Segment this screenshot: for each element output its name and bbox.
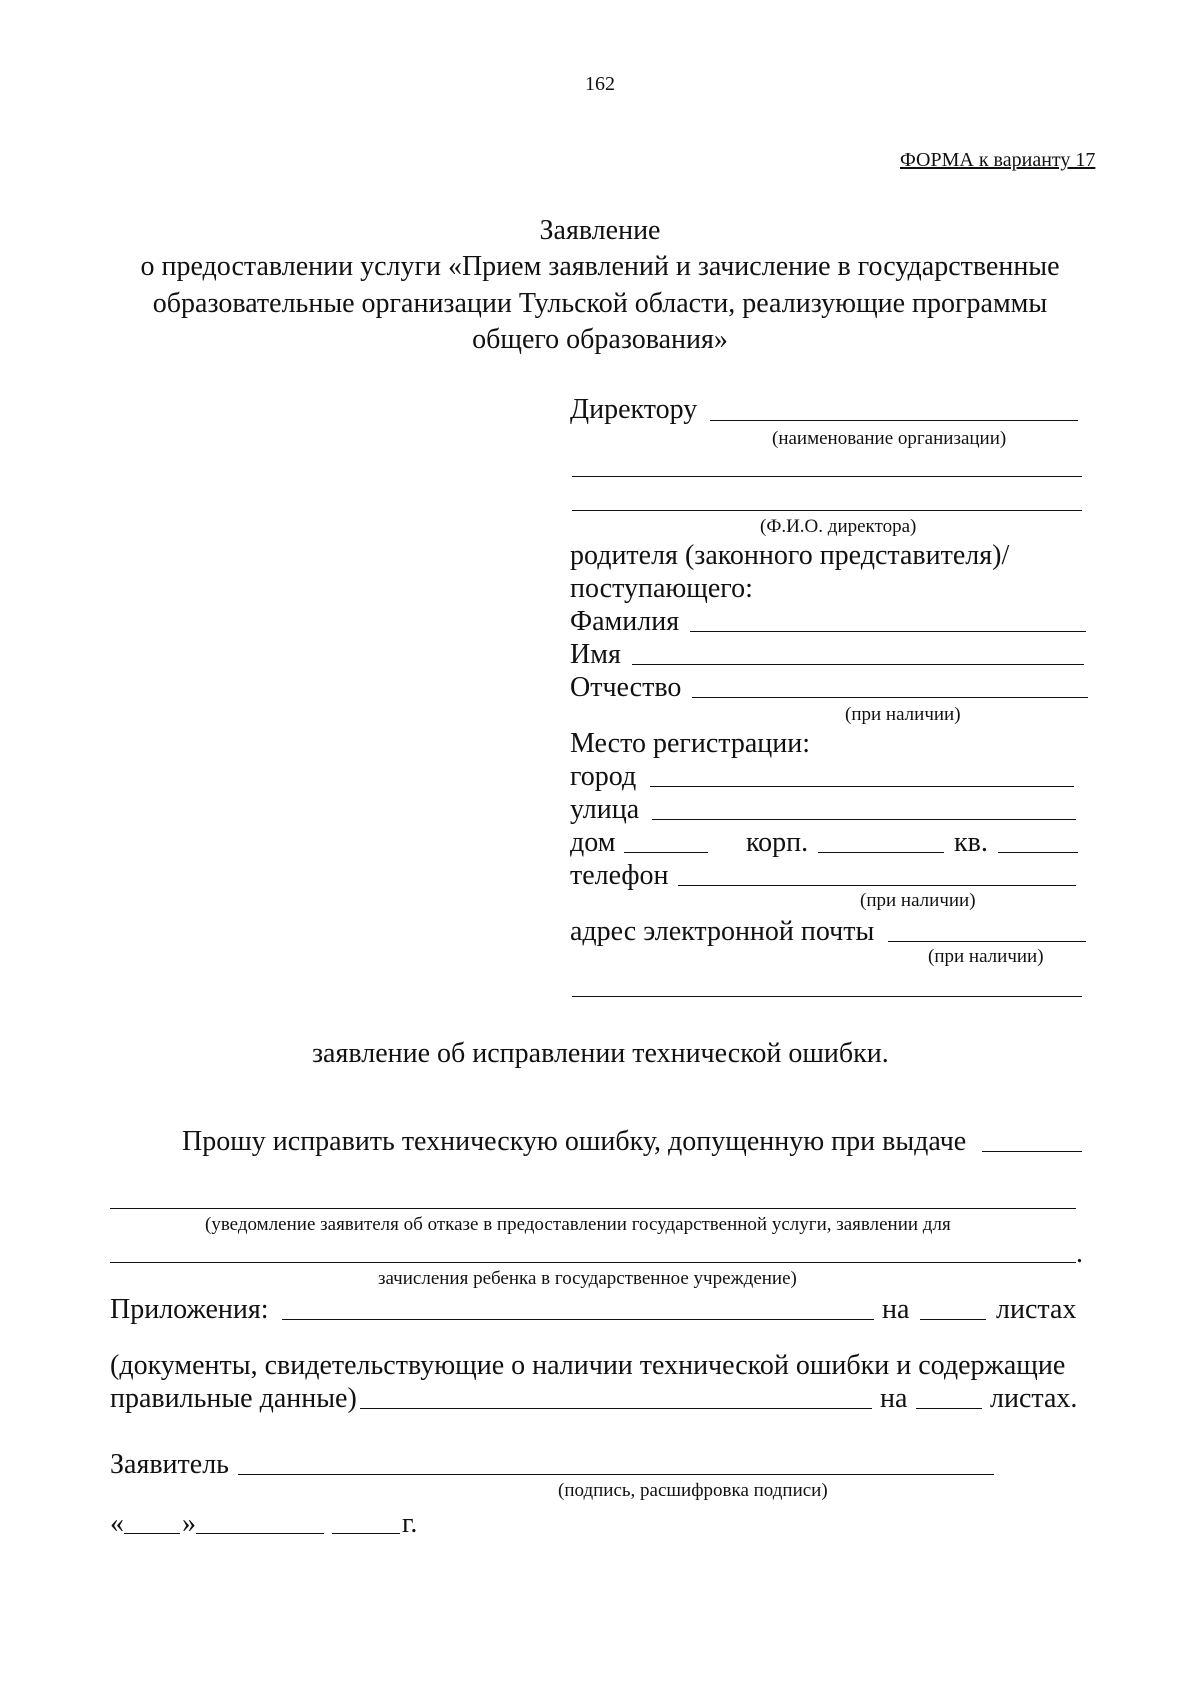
director-fio-hint: (Ф.И.О. директора)	[760, 516, 917, 537]
signature-hint: (подпись, расшифровка подписи)	[558, 1480, 828, 1501]
phone-label: телефон	[570, 860, 669, 891]
phone-field[interactable]	[678, 885, 1076, 886]
patronymic-label: Отчество	[570, 672, 682, 703]
director-org-field[interactable]	[710, 420, 1078, 421]
extra-field[interactable]	[572, 996, 1082, 997]
city-label: город	[570, 761, 637, 792]
name-field[interactable]	[632, 664, 1084, 665]
org-hint: (наименование организации)	[772, 428, 1007, 449]
subject-line: заявление об исправлении технической ошибки.	[312, 1038, 889, 1069]
attachments-on: на	[882, 1294, 910, 1325]
registration-label: Место регистрации:	[570, 728, 811, 759]
apartment-field[interactable]	[998, 852, 1078, 853]
title-line-2: о предоставлении услуги «Прием заявлений и зачисление в государственные	[140, 251, 1060, 282]
director-name-field-1[interactable]	[572, 476, 1082, 477]
phone-hint: (при наличии)	[860, 890, 976, 911]
parent-label-1: родителя (законного представителя)/	[570, 540, 1010, 571]
building-label: корп.	[746, 827, 809, 858]
house-label: дом	[570, 827, 616, 858]
docs-line-2: правильные данные)	[110, 1383, 357, 1414]
notice-hint-2: зачисления ребенка в государственное учреждение)	[378, 1268, 797, 1289]
title-line-4: общего образования»	[472, 324, 728, 355]
attachments-label: Приложения:	[110, 1294, 269, 1325]
surname-label: Фамилия	[570, 606, 680, 637]
apartment-label: кв.	[954, 827, 988, 858]
request-field[interactable]	[982, 1151, 1082, 1152]
director-label: Директору	[570, 394, 698, 425]
applicant-signature-field[interactable]	[238, 1474, 994, 1475]
attachments-sheets-field[interactable]	[920, 1319, 986, 1320]
house-field[interactable]	[624, 852, 708, 853]
notice-field-1[interactable]	[110, 1208, 1076, 1209]
name-label: Имя	[570, 639, 621, 670]
attachments-sheets: листах	[996, 1294, 1077, 1325]
date-month-field[interactable]	[196, 1533, 324, 1534]
building-field[interactable]	[818, 852, 944, 853]
title-line-1: Заявление	[539, 215, 661, 246]
patronymic-hint: (при наличии)	[845, 704, 961, 725]
notice-field-2[interactable]	[110, 1262, 1076, 1263]
street-label: улица	[570, 794, 640, 825]
docs-sheets: листах.	[990, 1383, 1078, 1414]
applicant-label: Заявитель	[110, 1449, 229, 1480]
docs-sheets-field[interactable]	[916, 1408, 982, 1409]
request-text: Прошу исправить техническую ошибку, допущенную при выдаче	[182, 1126, 967, 1157]
docs-on: на	[880, 1383, 908, 1414]
street-field[interactable]	[652, 819, 1076, 820]
surname-field[interactable]	[690, 631, 1086, 632]
parent-label-2: поступающего:	[570, 573, 753, 604]
director-name-field-2[interactable]	[572, 510, 1082, 511]
email-hint: (при наличии)	[928, 946, 1044, 967]
patronymic-field[interactable]	[692, 697, 1088, 698]
date-year-field[interactable]	[332, 1533, 400, 1534]
title-line-3: образовательные организации Тульской области, реализующие программы	[152, 288, 1048, 319]
date-open-quote: «	[110, 1508, 124, 1539]
date-day-field[interactable]	[124, 1533, 180, 1534]
attachments-field[interactable]	[282, 1319, 874, 1320]
date-close-quote: »	[182, 1508, 196, 1539]
docs-line-1: (документы, свидетельствующие о наличии технической ошибки и содержащие	[110, 1350, 1066, 1381]
docs-field[interactable]	[360, 1408, 872, 1409]
year-suffix: г.	[402, 1508, 418, 1539]
page-number: 162	[585, 73, 615, 95]
email-label: адрес электронной почты	[570, 916, 875, 947]
email-field[interactable]	[888, 941, 1086, 942]
notice-period: .	[1076, 1238, 1083, 1269]
notice-hint-1: (уведомление заявителя об отказе в предоставлении государственной услуги, заявлении для	[205, 1214, 951, 1235]
form-tag: ФОРМА к варианту 17	[900, 149, 1096, 171]
city-field[interactable]	[650, 786, 1074, 787]
